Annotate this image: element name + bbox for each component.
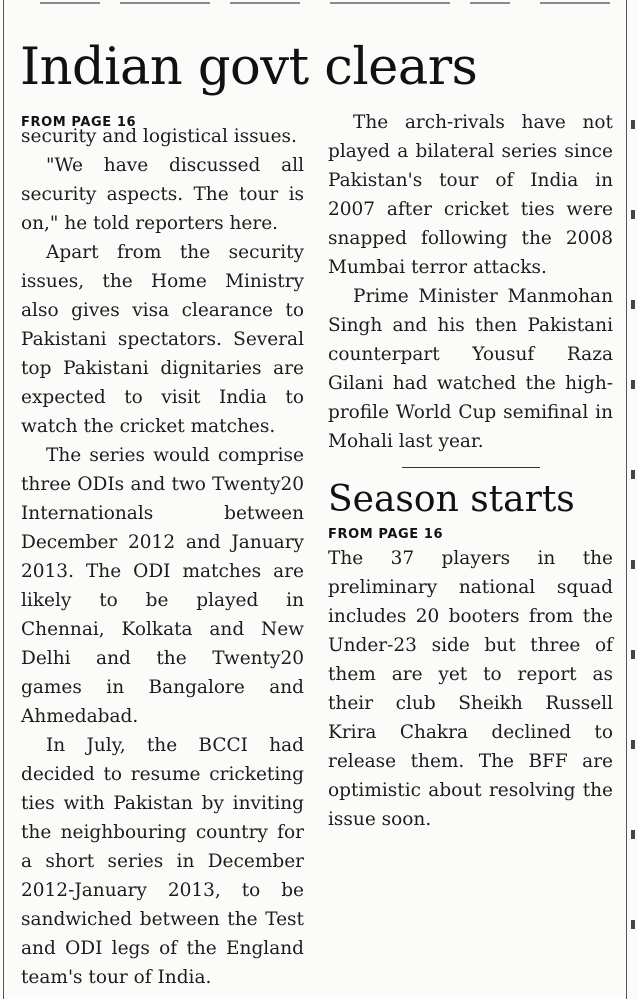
article-paragraph: Apart from the security issues, the Home Ministry also gives visa clearance to Pakistani spectators. Several top Pakistani dignitaries are expected to visit India to watch the cricket matches.: [21, 242, 304, 437]
from-page-label: FROM PAGE 16: [328, 527, 444, 542]
article-paragraph: The series would comprise three ODIs and two Twenty20 Internationals between December 2012 and January 2013. The ODI matches are likely to be played in Chennai, Kolkata and New Delhi and the Twenty20 games in Bangalore and Ahmedabad.: [21, 445, 304, 727]
from-page-label: FROM PAGE 16: [21, 115, 137, 130]
previous-story-cut-off: [0, 0, 638, 12]
article-paragraph: In July, the BCCI had decided to resume cricketing ties with Pakistan by inviting the neighbouring country for a short series in December 2012-January 2013, to be sandwiched between the Test and ODI legs of the England team's tour of India.: [21, 735, 304, 988]
column-rule-right: [626, 0, 627, 999]
article-headline: Indian govt clears: [20, 38, 478, 97]
column-rule-left: [3, 0, 4, 999]
article-paragraph: The arch-rivals have not played a bilateral series since Pakistan's tour of India in 2007 after cricket ties were snapped following the 2008 Mumbai terror attacks.: [328, 112, 613, 278]
article-paragraph: security and logistical issues.: [21, 126, 297, 147]
article-column-1: [21, 108, 304, 992]
second-story-headline: Season starts: [328, 479, 575, 520]
article-paragraph: Prime Minister Manmohan Singh and his then Pakistani counterpart Yousuf Raza Gilani had watched the high-profile World Cup semifinal in Mohali last year.: [328, 286, 613, 452]
story-divider: [328, 456, 613, 480]
article-paragraph: "We have discussed all security aspects. The tour is on," he told reporters here.: [21, 155, 304, 234]
article-paragraph: The 37 players in the preliminary national squad includes 20 booters from the Under-23 side but three of them are yet to report as their club Sheikh Russell Krira Chakra declined to release them. The BFF are optimistic about resolving the issue soon.: [328, 548, 613, 830]
article-column-2: [328, 108, 613, 834]
